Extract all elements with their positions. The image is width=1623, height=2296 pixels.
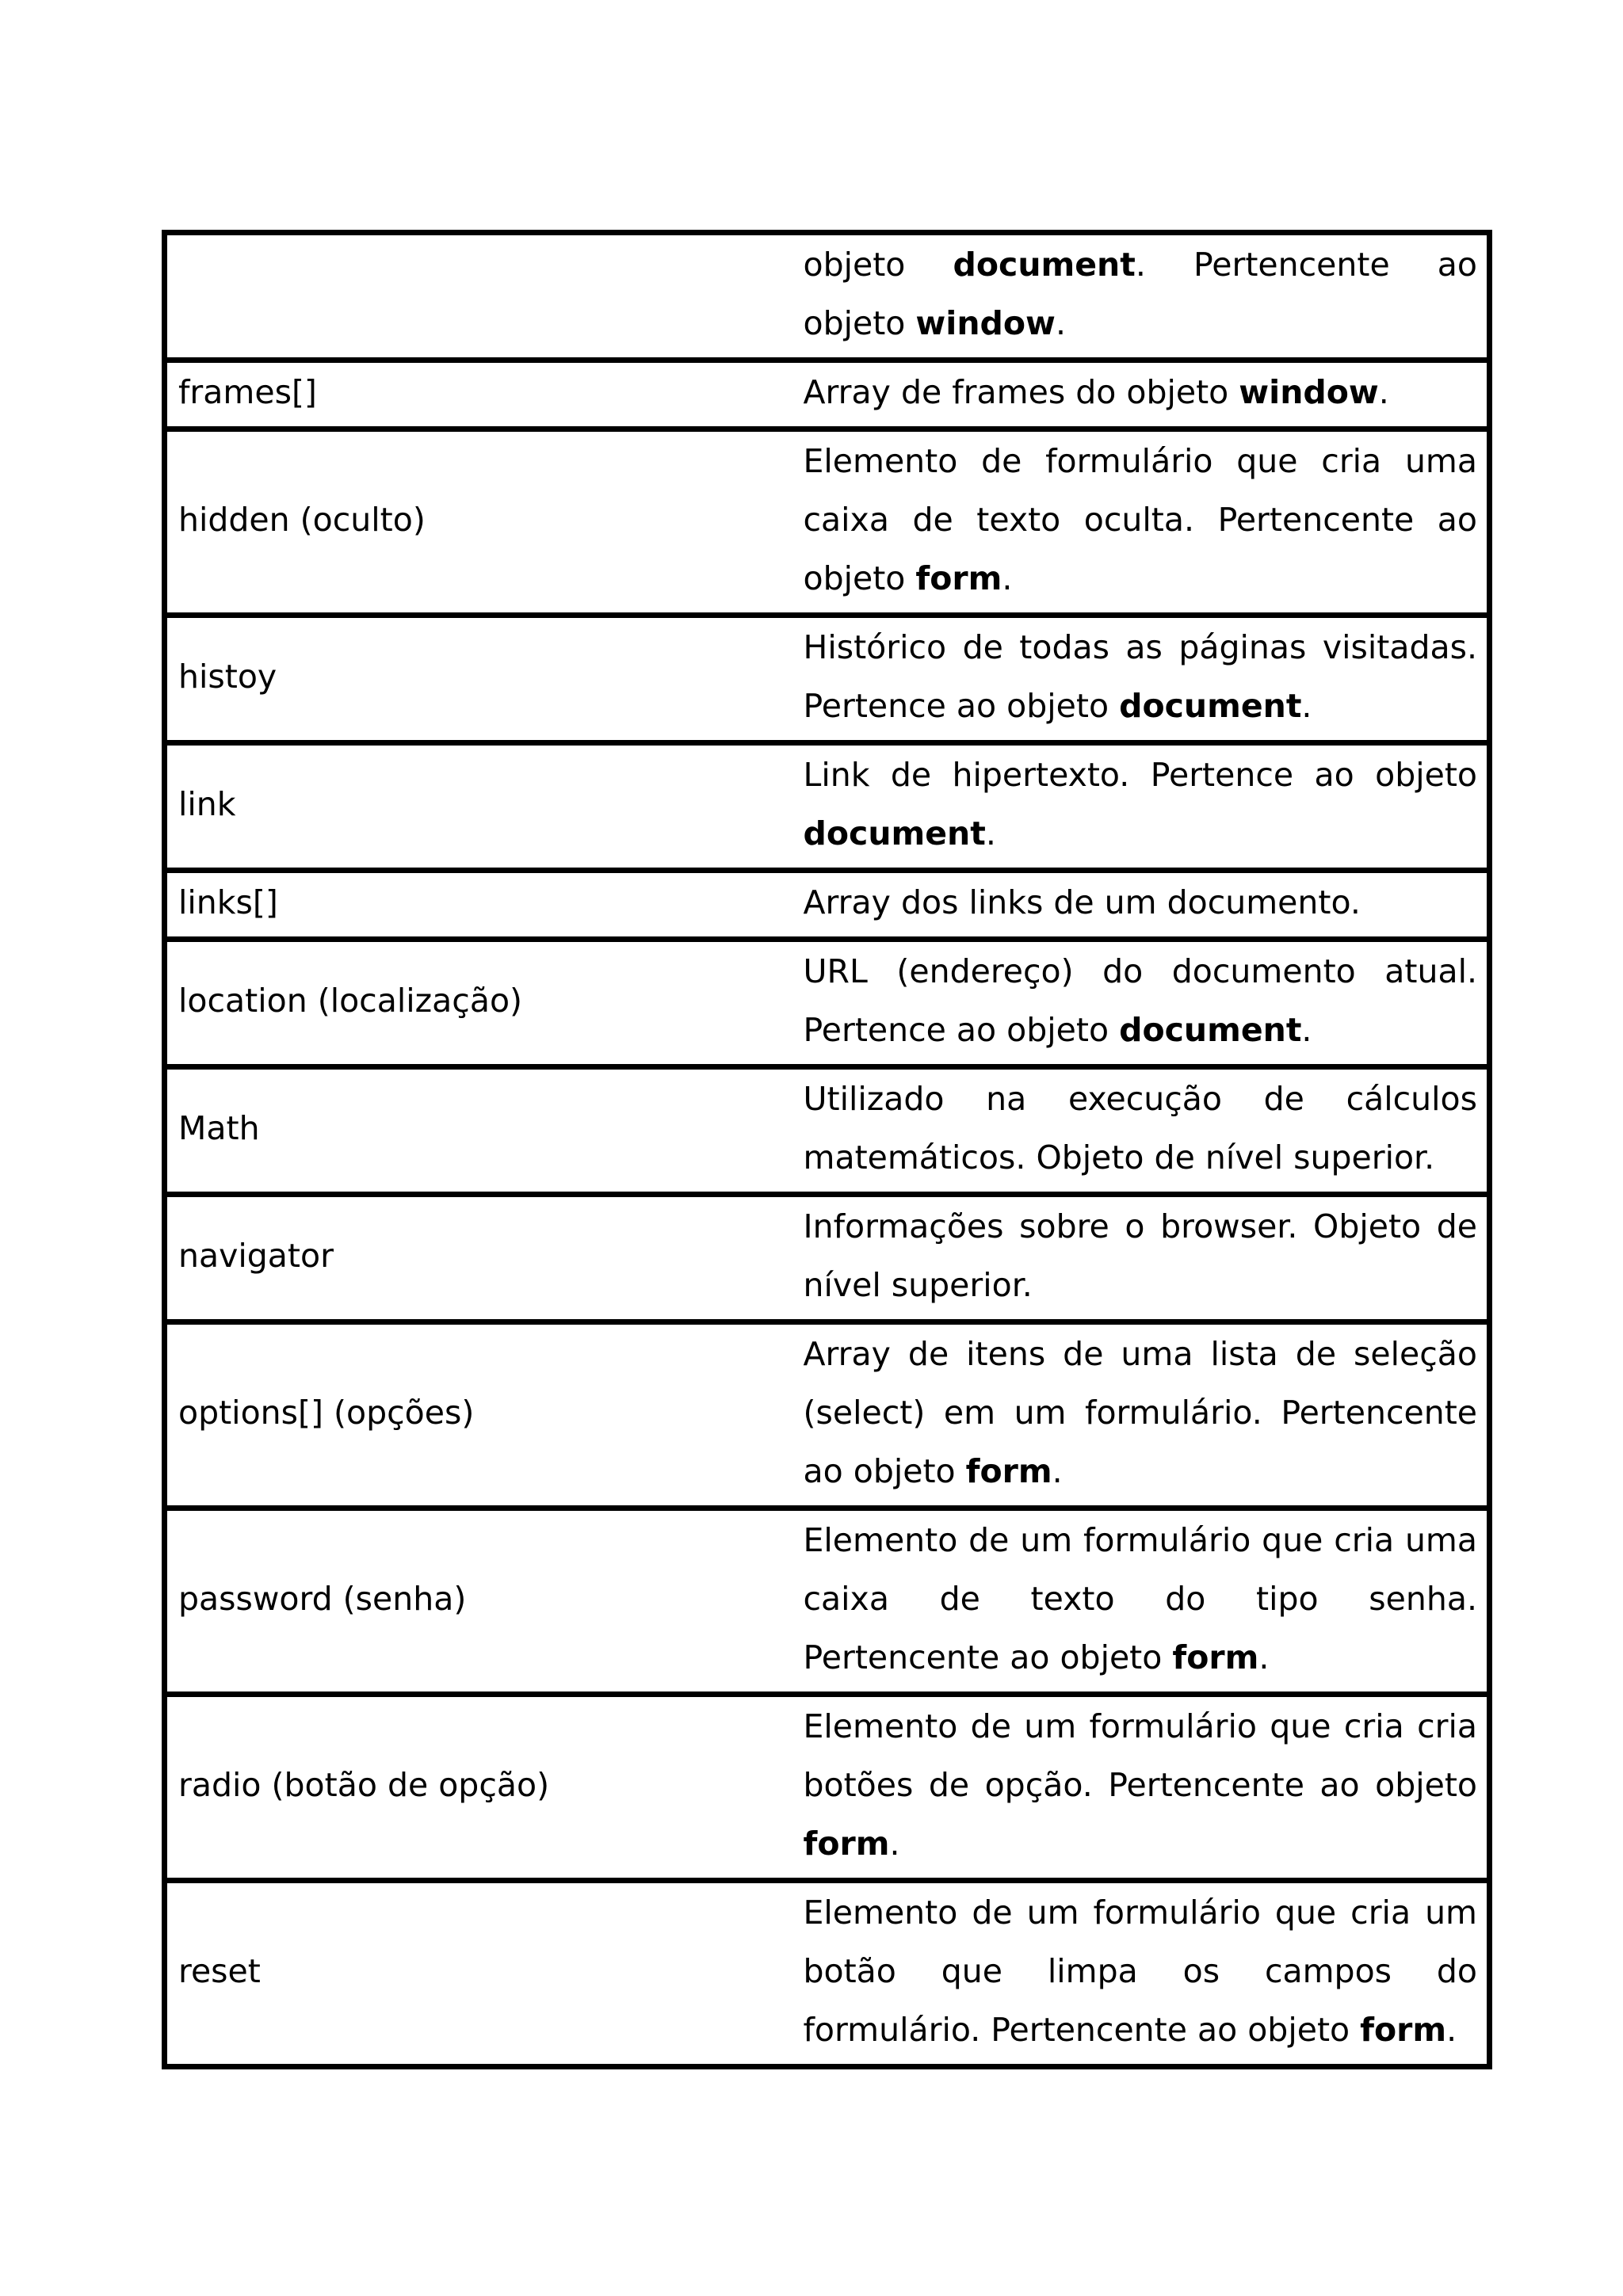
object-name-cell: frames[] [165,360,792,429]
description-text: Elemento de formulário que cria uma caixa de texto oculta. Pertencente ao objeto [803,442,1477,597]
description-text: Informações sobre o browser. Objeto de nível superior. [803,1207,1477,1304]
object-description-cell [792,429,1490,616]
description-text: . [1301,687,1312,725]
object-name-cell: link [165,743,792,871]
table-row [165,743,1490,871]
object-description-cell [792,233,1490,360]
object-description-cell [792,743,1490,871]
description-text: Elemento de um formulário que cria um botão que limpa os campos do formulário. Pertencente ao objeto [803,1894,1477,2049]
description-bold-term: form [915,559,1002,597]
table-row [165,871,1490,940]
object-name-cell: histoy [165,616,792,743]
object-name-cell: location (localização) [165,940,792,1067]
description-text: . Pertencente ao objeto [803,246,1477,342]
description-bold-term: window [915,304,1056,342]
object-description-cell [792,616,1490,743]
description-text: objeto [803,246,953,284]
object-name-cell: reset [165,1881,792,2067]
object-name-cell [165,233,792,360]
description-text: URL (endereço) do documento atual. Pertence ao objeto [803,952,1477,1049]
description-text: . [1052,1452,1063,1490]
description-bold-term: form [1360,2011,1447,2049]
description-bold-term: document [953,246,1136,284]
object-name-cell: hidden (oculto) [165,429,792,616]
description-text: Array de itens de uma lista de seleção (select) em um formulário. Pertencente ao objeto [803,1335,1477,1490]
description-bold-term: form [965,1452,1052,1490]
objects-table [162,230,1492,2069]
description-text: Elemento de um formulário que cria uma caixa de texto do tipo senha. Pertencente ao objeto [803,1521,1477,1676]
description-text: . [1301,1011,1312,1049]
object-description-cell [792,360,1490,429]
table-row [165,616,1490,743]
table-row [165,940,1490,1067]
description-text: . [1055,304,1066,342]
description-text: Utilizado na execução de cálculos matemáticos. Objeto de nível superior. [803,1080,1477,1177]
description-bold-term: document [803,814,986,852]
object-name-cell: navigator [165,1195,792,1322]
table-row [165,1881,1490,2067]
table-row [165,1067,1490,1195]
object-description-cell [792,1881,1490,2067]
table-row [165,233,1490,360]
object-description-cell [792,940,1490,1067]
description-bold-term: window [1239,373,1379,411]
description-text: Histórico de todas as páginas visitadas. Pertence ao objeto [803,628,1477,725]
table-row [165,360,1490,429]
table-row [165,429,1490,616]
description-bold-term: form [1172,1638,1259,1676]
description-text: . [1446,2011,1457,2049]
object-description-cell [792,1195,1490,1322]
object-description-cell [792,1322,1490,1508]
description-text: Array dos links de um documento. [803,883,1361,921]
description-text: . [985,814,996,852]
object-description-cell [792,1067,1490,1195]
description-text: Array de frames do objeto [803,373,1239,411]
object-description-cell [792,1508,1490,1695]
object-name-cell: options[] (opções) [165,1322,792,1508]
object-description-cell [792,1695,1490,1881]
object-name-cell: radio (botão de opção) [165,1695,792,1881]
table-row [165,1695,1490,1881]
table-row [165,1195,1490,1322]
object-name-cell: password (senha) [165,1508,792,1695]
table-row [165,1322,1490,1508]
description-text: Link de hipertexto. Pertence ao objeto [803,756,1477,794]
table-row [165,1508,1490,1695]
object-name-cell: Math [165,1067,792,1195]
description-text: . [1002,559,1013,597]
description-text: . [1378,373,1389,411]
description-bold-term: document [1119,687,1302,725]
description-text: . [1258,1638,1270,1676]
description-text: . [889,1825,900,1863]
description-text: Elemento de um formulário que cria cria botões de opção. Pertencente ao objeto [803,1707,1477,1804]
object-description-cell [792,871,1490,940]
object-name-cell: links[] [165,871,792,940]
description-bold-term: document [1119,1011,1302,1049]
objects-table-body [165,233,1490,2067]
description-bold-term: form [803,1825,890,1863]
